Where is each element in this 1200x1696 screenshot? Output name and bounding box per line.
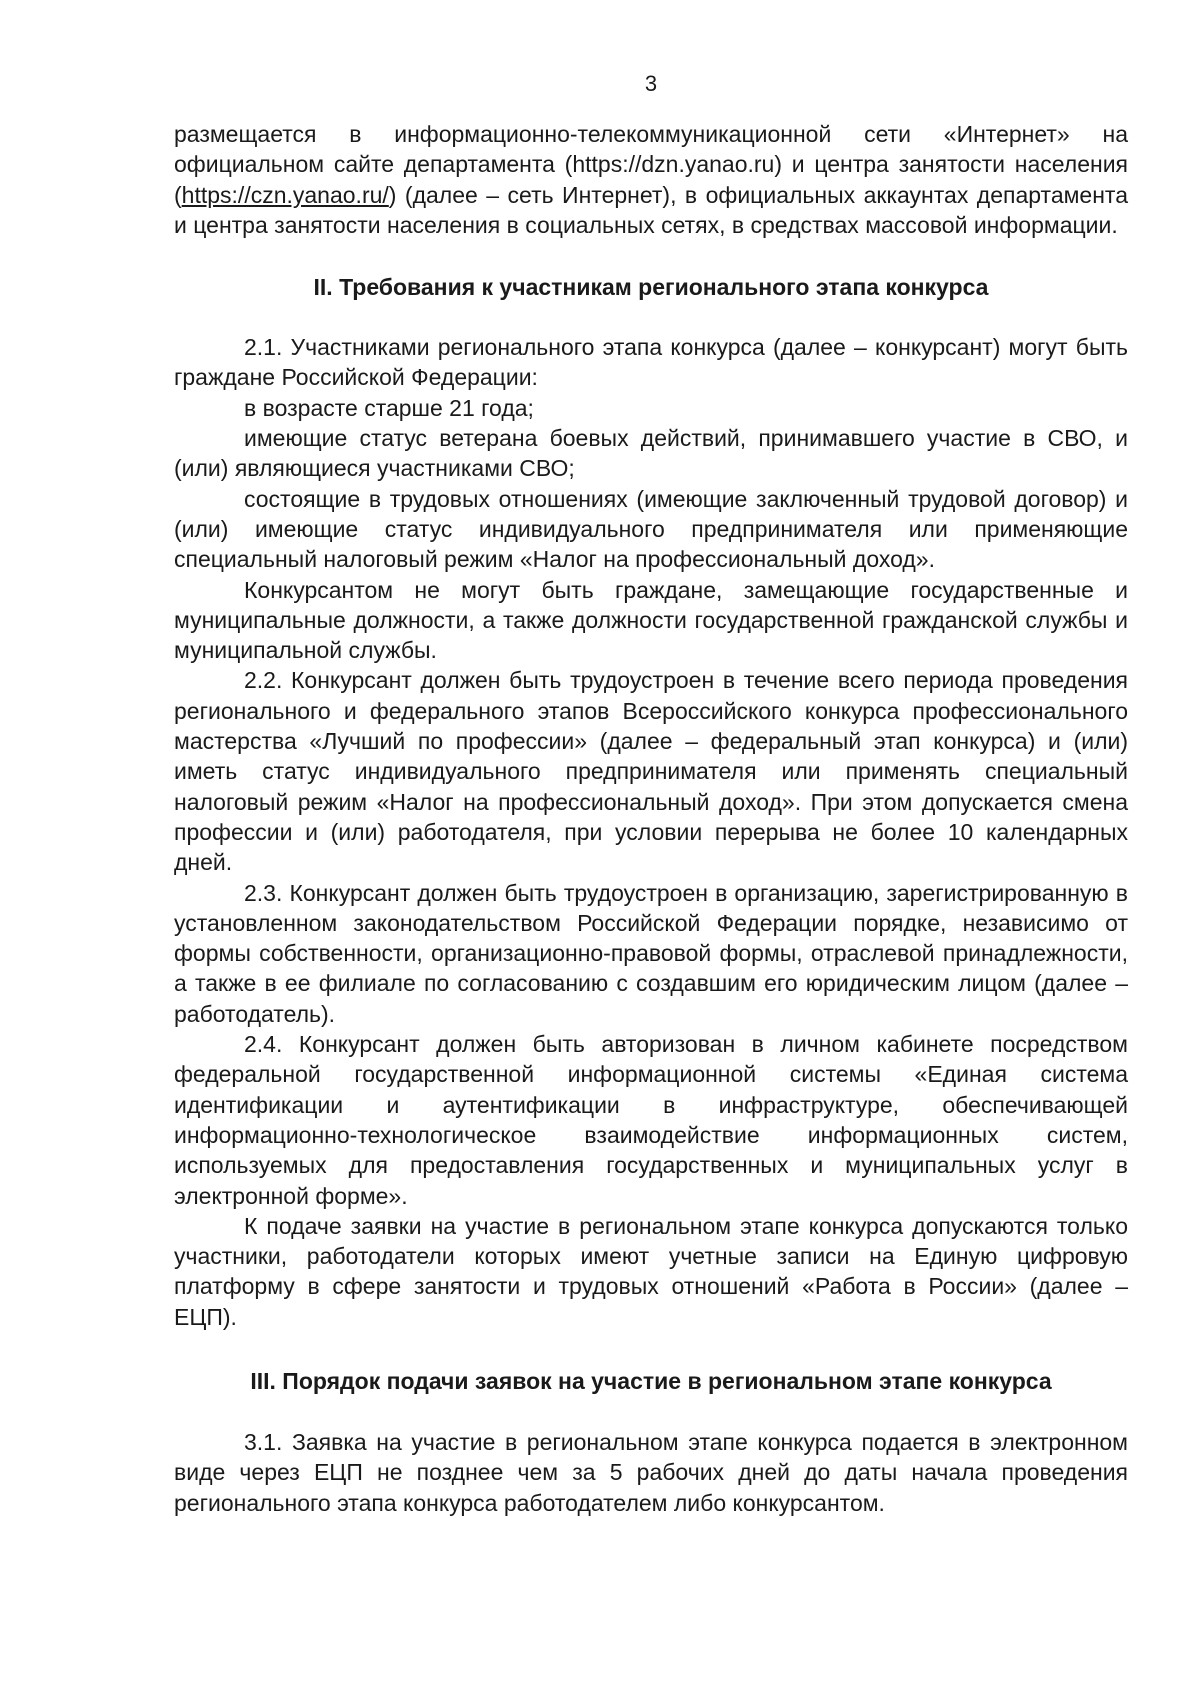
intro-text-start: размещается в информационно-телекоммуникационной сети «Интернет» на официальном сайте департамента (https://dzn.yanao.ru) и центра занятости населения ( xyxy=(174,121,1128,208)
paragraph-3-1: 3.1. Заявка на участие в региональном этапе конкурса подается в электронном виде через ЕЦП не позднее чем за 5 рабочих дней до даты начала проведения регионального этапа конкурса работодателем либо конкурсантом. xyxy=(174,1428,1128,1516)
document-body xyxy=(174,119,1128,1518)
page-number: 3 xyxy=(644,71,658,96)
paragraph-2-1: 2.1. Участниками регионального этапа конкурса (далее – конкурсант) могут быть граждане Российской Федерации: xyxy=(174,334,1128,391)
paragraph-2-2: 2.2. Конкурсант должен быть трудоустроен в течение всего периода проведения регионального и федерального этапов Всероссийского конкурса профессионального мастерства «Лучший по профессии» (далее – федеральный этап конкурса) и (или) иметь статус индивидуального предпринимателя или применять специальный налоговый режим «Налог на профессиональный доход». При этом допускается смена профессии и (или) работодателя, при условии перерыва не более 10 календарных дней. xyxy=(174,667,1128,876)
paragraph-age-requirement: в возрасте старше 21 года; xyxy=(244,394,534,421)
paragraph-ecp-access: К подаче заявки на участие в региональном этапе конкурса допускаются только участники, работодатели которых имеют учетные записи на Единую цифровую платформу в сфере занятости и трудовых отношений «Работа в России» (далее – ЕЦП). xyxy=(174,1212,1128,1330)
czn-website-link[interactable]: https://czn.yanao.ru/ xyxy=(181,181,389,208)
intro-text-end: ) (далее – сеть Интернет), в официальных аккаунтах департамента и центра занятости населения в социальных сетях, в средствах массовой информации. xyxy=(174,181,1128,238)
paragraph-veteran-status: имеющие статус ветерана боевых действий, принимавшего участие в СВО, и (или) являющиеся участниками СВО; xyxy=(174,425,1128,482)
paragraph-2-3: 2.3. Конкурсант должен быть трудоустроен в организацию, зарегистрированную в установленном законодательством Российской Федерации порядке, независимо от формы собственности, организационно-правовой формы, отраслевой принадлежности, а также в ее филиале по согласованию с создавшим его юридическим лицом (далее – работодатель). xyxy=(174,879,1128,1027)
section-2-heading: II. Требования к участникам регионального этапа конкурса xyxy=(313,274,989,301)
paragraph-exclusions: Конкурсантом не могут быть граждане, замещающие государственные и муниципальные должности, а также должности государственной гражданской службы и муниципальной службы. xyxy=(174,576,1128,664)
paragraph-2-4: 2.4. Конкурсант должен быть авторизован в личном кабинете посредством федеральной государственной информационной системы «Единая система идентификации и аутентификации в инфраструктуре, обеспечивающей информационно-технологическое взаимодействие информационных систем, используемых для предоставления государственных и муниципальных услуг в электронной форме». xyxy=(174,1031,1128,1209)
section-3-heading: III. Порядок подачи заявок на участие в региональном этапе конкурса xyxy=(250,1367,1052,1394)
paragraph-employment-status: состоящие в трудовых отношениях (имеющие заключенный трудовой договор) и (или) имеющие статус индивидуального предпринимателя или применяющие специальный налоговый режим «Налог на профессиональный доход». xyxy=(174,485,1128,573)
intro-paragraph xyxy=(174,119,1128,240)
